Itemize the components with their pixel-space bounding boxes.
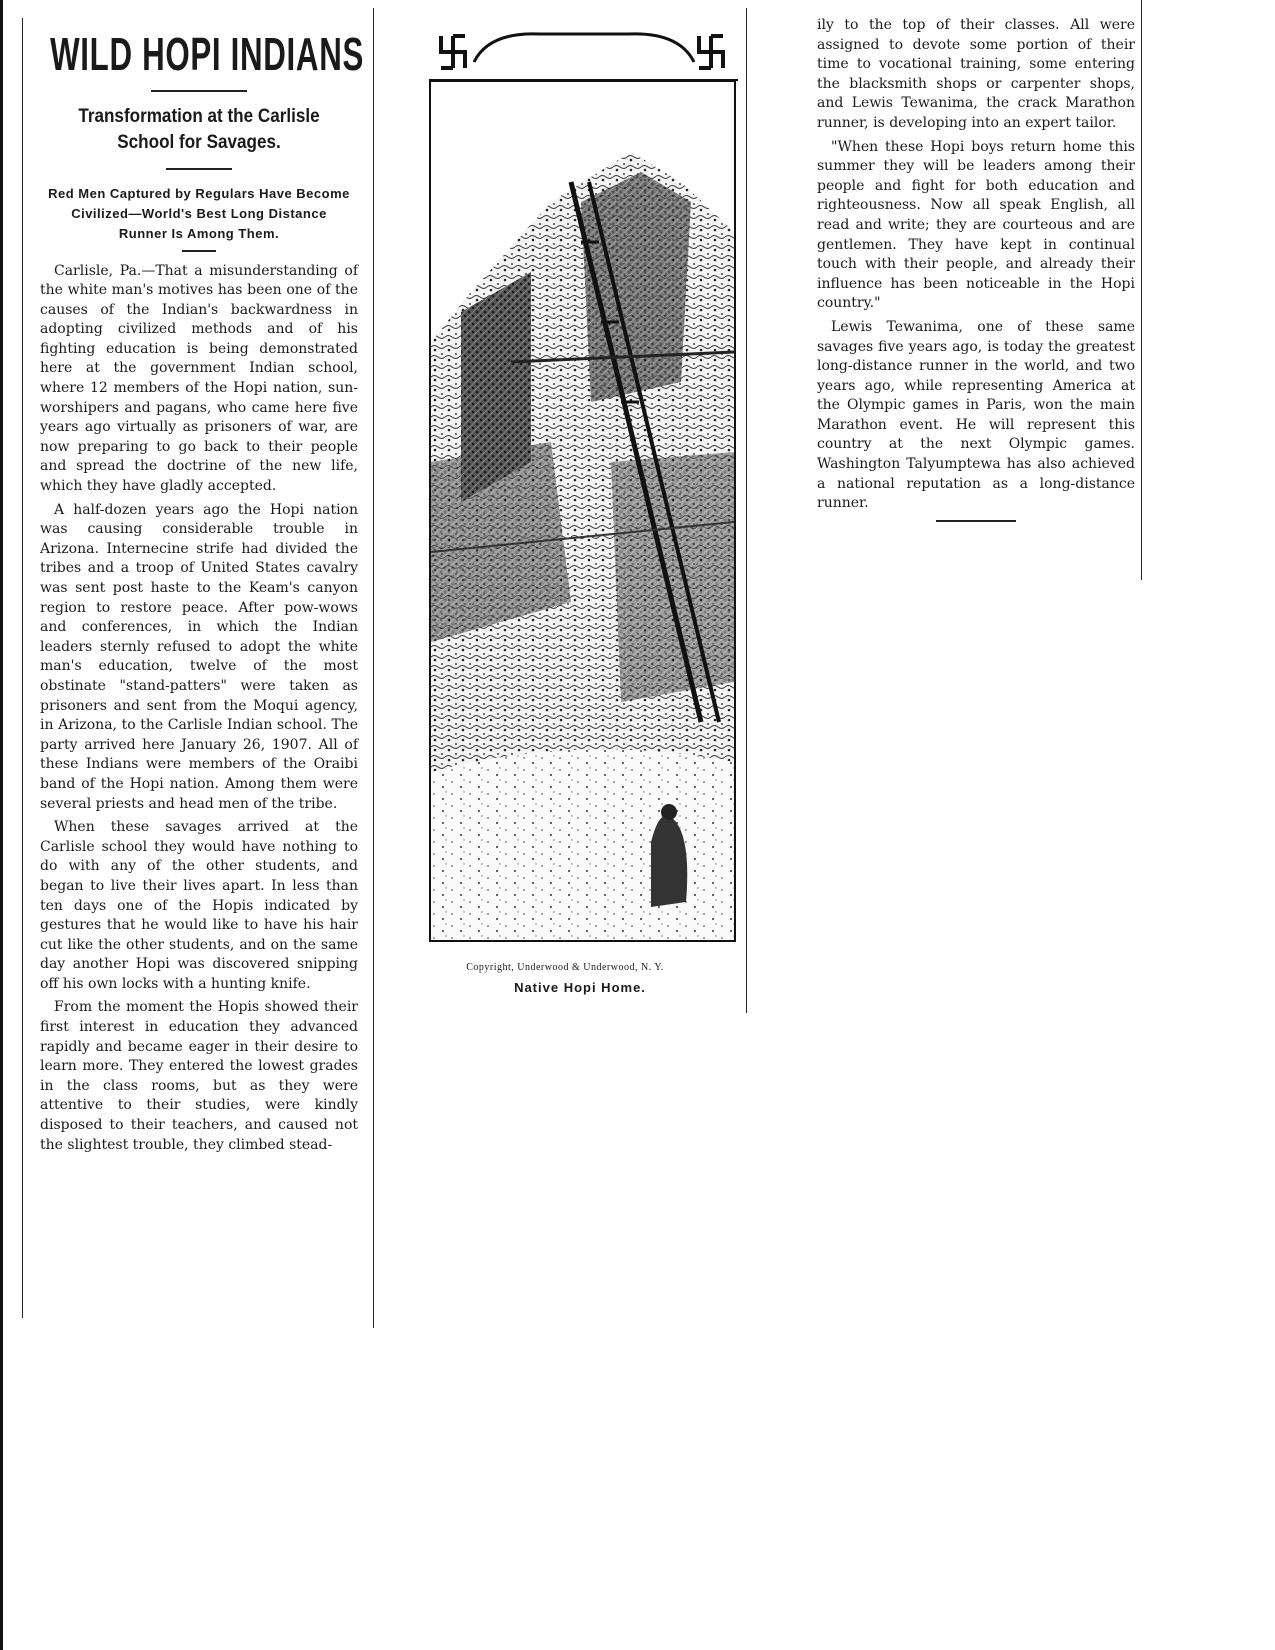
- subheadline-divider: [166, 168, 232, 170]
- photo-frame: [429, 22, 738, 942]
- photo-caption: Native Hopi Home.: [514, 980, 646, 995]
- column-rule-left: [22, 18, 23, 1318]
- headline-divider: [151, 90, 247, 92]
- article-paragraph: Lewis Tewanima, one of these same savages five years ago, is today the greatest long-distance runner in the world, and two years ago, while representing America at the Olympic games in Paris, won the main Marathon event. He will represent this country at the next Olympic games. Washington Talyumptewa has also achieved a national reputation as a long-distance runner.: [817, 318, 1135, 512]
- column-rule-2: [746, 8, 747, 1013]
- deck-divider: [182, 250, 216, 252]
- article-end-rule: [936, 520, 1016, 522]
- ornament-right-icon: [691, 32, 731, 72]
- column-rule-3: [1141, 0, 1142, 580]
- page-left-edge: [0, 0, 3, 1650]
- hopi-home-illustration: [431, 82, 734, 940]
- article-deck: Red Men Captured by Regulars Have Become Civilized—World's Best Long Distance Runner Is Among Them.: [48, 186, 350, 241]
- article-paragraph: From the moment the Hopis showed their first interest in education they advanced rapidly and became eager in their desire to learn more. They entered the lowest grades in the class rooms, but as they were attentive to their studies, were kindly disposed to their teachers, and caused not the slightest trouble, they climbed stead-: [40, 999, 358, 1153]
- article-paragraph: A half-dozen years ago the Hopi nation was causing considerable trouble in Arizona. Internecine strife had divided the tribes and a troop of United States cavalry was sent post haste to the Keam's canyon region to restore peace. After pow-wows and conferences, in which the Indian leaders sternly refused to adopt the white man's education, twelve of the most obstinate "stand-patters" were taken as prisoners and sent from the Moqui agency, in Arizona, to the Carlisle Indian school. The party arrived here January 26, 1907. All of these Indians were members of the Oraibi band of the Hopi nation. Among them were several priests and head men of the tribe.: [40, 501, 358, 812]
- ornament-left-icon: [433, 32, 473, 72]
- article-column-1: [40, 28, 365, 1159]
- article-subheadline: Transformation at the Carlisle School for Savages.: [78, 106, 320, 153]
- article-column-3: [817, 16, 1135, 522]
- article-headline: WILD HOPI INDIANS: [50, 28, 365, 80]
- column-rule-1: [373, 8, 374, 1328]
- article-paragraph: ily to the top of their classes. All were assigned to devote some portion of their time to vocational training, some entering the blacksmith shops or carpenter shops, and Lewis Tewanima, the crack Marathon runner, is developing into an expert tailor.: [817, 17, 1135, 131]
- photo-credit: Copyright, Underwood & Underwood, N. Y.: [466, 962, 664, 973]
- native-hopi-home-photo: [429, 80, 736, 942]
- article-paragraph: "When these Hopi boys return home this summer they will be leaders among their people and fight for both education and righteousness. Now all speak English, all read and write; they are courteous and are gentlemen. They have kept in continual touch with their people, and already their influence has been noticeable in the Hopi country.": [817, 138, 1135, 312]
- article-paragraph: When these savages arrived at the Carlisle school they would have nothing to do with any of the other students, and began to live their lives apart. In less than ten days one of the Hopis indicated by gestures that he would like to have his hair cut like the other students, and on the same day another Hopi was discovered snipping off his own locks with a hunting knife.: [40, 819, 358, 992]
- article-paragraph: Carlisle, Pa.—That a misunderstanding of the white man's motives has been one of the causes of the Indian's backwardness in adopting civilized methods and of his fighting education is being demonstrated here at the government Indian school, where 12 members of the Hopi nation, sun-worshipers and pagans, who came here five years ago virtually as prisoners of war, are now preparing to go back to their people and spread the doctrine of the new life, which they have gladly accepted.: [40, 262, 358, 495]
